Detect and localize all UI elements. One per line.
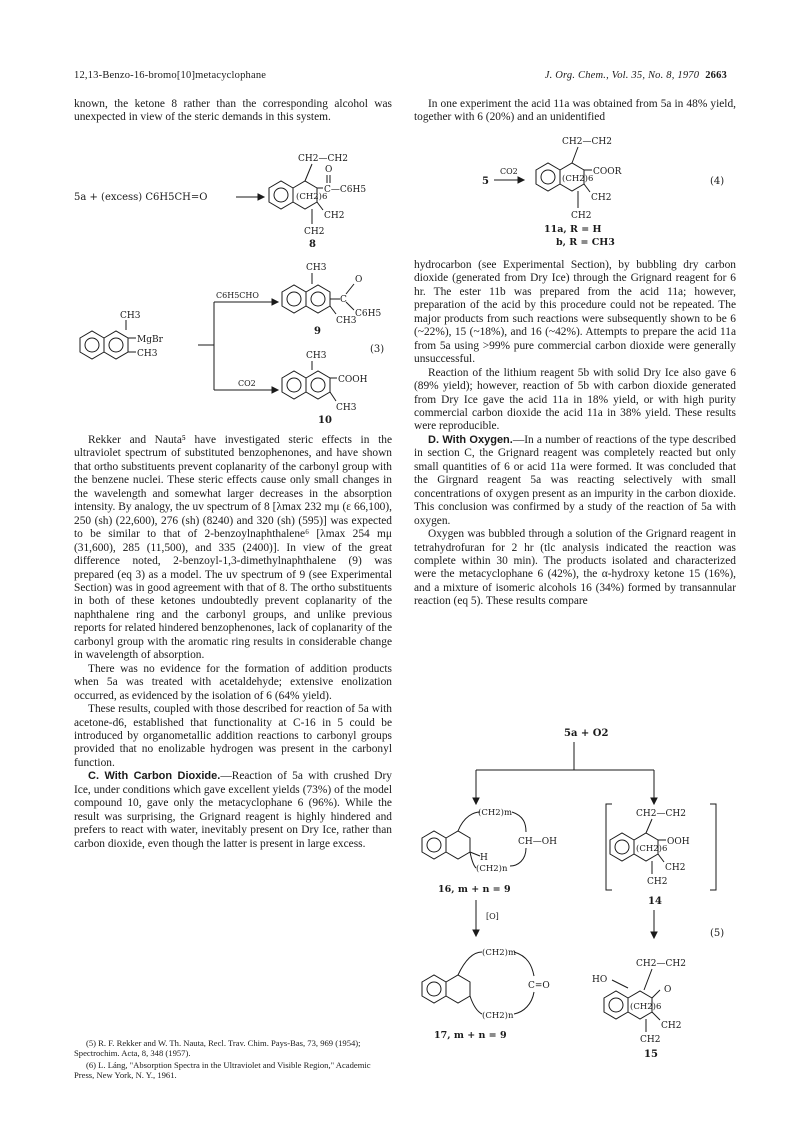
c14-ch2b: CH2 (647, 877, 668, 887)
c14-bracket-left (606, 804, 612, 890)
c15-ring-a (604, 991, 628, 1019)
eq2-ch2ch2: CH2—CH2 (298, 154, 348, 164)
eq5-arrowhead-right (651, 798, 657, 804)
c15-ch2a: CH2 (661, 1021, 682, 1031)
eq2-ring-a (269, 181, 293, 209)
eq2-o: O (325, 165, 333, 175)
c14-ch2ch2: CH2—CH2 (636, 809, 686, 819)
c14-ch2a: CH2 (665, 863, 686, 873)
paragraph: known, the ketone 8 rather than the corresponding alcohol was unexpected in view of the steric demands in this system. (74, 98, 392, 124)
footnote-6: (6) L. Láng, "Absorption Spectra in the Ultraviolet and Visible Region," Academic Press, New York, N. Y., 1961. (74, 1059, 371, 1081)
c16-h: H (480, 853, 488, 863)
eq3-bond (330, 392, 336, 401)
right-column-top (414, 98, 736, 125)
c17-m: (CH2)m (482, 948, 517, 958)
eq4-ch2a: CH2 (591, 193, 612, 203)
p10-number: 10 (318, 415, 332, 426)
c14-bracket-right (710, 804, 716, 890)
c14-ring-a (610, 833, 634, 861)
p10-ring-b (306, 371, 330, 399)
eq2-ch2a: CH2 (324, 211, 345, 221)
eq3-arrowhead-lower (272, 387, 278, 393)
c15-ch2b: CH2 (640, 1035, 661, 1045)
eq3-bond (346, 302, 354, 310)
eq5-oxidant: [O] (486, 912, 499, 921)
eq5-arrowhead-16-17 (473, 930, 479, 936)
eq2-ch2b: CH2 (304, 227, 325, 237)
eq2-arrowhead (258, 194, 264, 200)
eq4-compound-b: b, R = CH3 (556, 237, 615, 248)
c16-choh: CH—OH (518, 837, 557, 847)
c16-bridge-m (458, 812, 480, 831)
p9-o: O (355, 275, 363, 285)
footnote-5: (5) R. F. Rekker and W. Th. Nauta, Recl. Trav. Chim. Pays-Bas, 73, 969 (1954); Spectrochim. Acta, 8, 348 (1957). (74, 1038, 361, 1059)
eq4-reagent: CO2 (500, 167, 518, 176)
c16-n: (CH2)n (476, 864, 508, 874)
eq3-reagent-lower: CO2 (238, 379, 256, 388)
eq4-arrowhead (518, 177, 524, 183)
eq3-ring-a (80, 331, 104, 359)
c17-bridge-m2 (514, 952, 534, 976)
p10-ring-a-circle (287, 378, 301, 392)
c16-m: (CH2)m (478, 808, 513, 818)
eq4-ch2b: CH2 (571, 211, 592, 221)
paragraph: Rekker and Nauta⁵ have investigated steric effects in the ultraviolet spectrum of substituted benzophenones, and have shown that ortho substituents prevent coplanarity of the carbonyl group with the benzene nuclei. These steric effects cause only small changes in the wavelength and somewhat larger decreases in the absorption intensity. By analogy, the uv spectrum of 8 [λmax 232 mμ (ε 66,100), 250 (sh) (22,600), 276 (sh) (8240) and 320 (sh) (595)] was expected to be similar to that of 2-benzoylnaphthalene⁶ [λmax 254 mμ (31,600), 285 (11,500), and 335 (2400)]. In view of the great difference noted, 2-benzoyl-1,3-dimethylnaphthalene (9) was prepared (eq 3) as a model. The uv spectrum of 9 (see Experimental Section) was in good agreement with that of 8. The ortho substituents in both of these ketones undoubtedly prevent coplanarity of the naphthalene ring and the carbonyl groups, and unlike previous reports for related hindered benzophenones, lack of coplanarity of the carbonyl group with the aromatic ring results in considerable change in wavelength of absorption. (74, 434, 392, 662)
eq4-ring-a-circle (541, 170, 555, 184)
c16-ring-a-circle (427, 838, 441, 852)
eq3-ring-b (104, 331, 128, 359)
c16-bridge-n2 (510, 848, 526, 866)
c14-label: 14 (648, 896, 662, 907)
p10-ring-b-circle (311, 378, 325, 392)
c17-n: (CH2)n (482, 1011, 514, 1021)
paragraph: There was no evidence for the formation of addition products when 5a was treated with acetaldehyde; extensive enolization occurred, as evidenced by the isolation of 6 (64% yield). (74, 662, 392, 702)
scheme-eq4 (414, 128, 736, 254)
journal-citation: J. Org. Chem., Vol. 35, No. 8, 1970 (544, 70, 700, 81)
p10-ch3b: CH3 (336, 403, 357, 413)
eq2-bond (305, 164, 312, 181)
eq3-reagent-upper: C6H5CHO (216, 291, 259, 300)
eq3-ch3-top: CH3 (120, 311, 141, 321)
c14-bond (658, 854, 664, 862)
scheme-eq3 (74, 258, 394, 428)
eq2-compound-number: 8 (309, 239, 316, 250)
eq4-ring-label: (CH2)6 (562, 174, 594, 184)
section-heading-d: D. With Oxygen. (428, 433, 513, 446)
right-column-body (414, 259, 736, 609)
paragraph-text: —In a number of reactions of the type described in section C, the Grignard reagent was completely reacted but only small quantities of 6 or acid 11a were formed. It was concluded that the Girgnard reagent 5a was reacting selectively with small concentrations of oxygen present as an impurity in the carbon dioxide. This conclusion was confirmed by a study of the reaction of 5a with oxygen. (414, 433, 736, 527)
c17-ring-b (446, 975, 470, 1003)
left-column-top (74, 98, 392, 125)
eq2-ring-label: (CH2)6 (296, 192, 328, 202)
eq2-c-ph: C—C6H5 (324, 185, 367, 195)
c15-ring-label: (CH2)6 (630, 1002, 662, 1012)
p9-ph: C6H5 (355, 309, 382, 319)
c17-label: 17, m + n = 9 (434, 1030, 507, 1041)
c15-o: O (664, 985, 672, 995)
eq3-arrowhead-upper (272, 299, 278, 305)
eq5-arrowhead-left (473, 798, 479, 804)
paragraph-section-c (74, 770, 392, 851)
paragraph: hydrocarbon (see Experimental Section), by bubbling dry carbon dioxide (generated from Dry Ice) through the Grignard reagent for 6 hr. The ester 11b was prepared from the acid 11a; however, preparation of the acid by this procedure could not be repeated. The major products from such reactions were subsequently shown to be 6 (~22%), 15 (~18%), and 16 (~42%). Attempts to prepare the acid 11a from 5a using >99% pure commercial carbon dioxide were generally unsuccessful. (414, 259, 736, 366)
c17-bridge-n (470, 996, 482, 1014)
eq2-reactant: 5a + (excess) C6H5CH=O (74, 192, 208, 203)
p9-ring-a-circle (287, 292, 301, 306)
c15-ho: HO (592, 975, 608, 985)
p9-number: 9 (314, 326, 321, 337)
c17-ring-a (422, 975, 446, 1003)
eq5-arrowhead-14-15 (651, 932, 657, 938)
eq3-number: (3) (370, 344, 385, 355)
p9-ring-a (282, 285, 306, 313)
scheme-eq2 (74, 146, 394, 256)
p10-ch3: CH3 (306, 351, 327, 361)
c15-ch2ch2: CH2—CH2 (636, 959, 686, 969)
eq4-coor: COOR (593, 167, 622, 177)
eq4-compound-a: 11a, R = H (544, 224, 602, 235)
eq3-bond (330, 306, 336, 314)
c14-ring-a-circle (615, 840, 629, 854)
eq5-number: (5) (710, 928, 725, 939)
eq3-ch3-bottom: CH3 (137, 349, 158, 359)
c17-bridge-m (458, 952, 482, 975)
paragraph: Reaction of the lithium reagent 5b with solid Dry Ice also gave 6 (89% yield); however, reaction of 5b with carbon dioxide generated from Dry Ice gave the acid 11a in 18% yield, or with high purity commercial carbon dioxide the acid 11a in 38% yield. These results were reproducible. (414, 366, 736, 433)
p10-cooh: COOH (338, 375, 368, 385)
eq3-mgbr: MgBr (137, 335, 163, 345)
left-column-body (74, 434, 392, 851)
paragraph-section-d (414, 434, 736, 528)
eq2-ring-a-circle (274, 188, 288, 202)
c15-label: 15 (644, 1049, 658, 1060)
footnotes (74, 1038, 392, 1082)
p9-ring-b-circle (311, 292, 325, 306)
eq5-start: 5a + O2 (564, 728, 609, 739)
c16-label: 16, m + n = 9 (438, 884, 511, 895)
running-header-title: 12,13-Benzo-16-bromo[10]metacyclophane (74, 70, 267, 81)
c16-ring-a (422, 831, 446, 859)
running-header-journal (545, 70, 727, 81)
paragraph-text: —Reaction of 5a with crushed Dry Ice, under conditions which gave excellent yields (73%) of the model compound 10, gave only the metacyclophane 6 (96%). While the result was surprising, the Grignard reagent is highly hindered and prefers to react with water, inevitably present on Dry Ice, rather than carbon dioxide, even though the latter is present in large excess. (74, 770, 392, 850)
eq4-bond (572, 147, 578, 163)
scheme-eq5 (414, 720, 736, 1060)
p9-c: C (340, 295, 347, 305)
eq4-number: (4) (710, 176, 725, 187)
p9-ring-b (306, 285, 330, 313)
c15-bond (644, 969, 652, 990)
c17-bridge-n2 (514, 992, 534, 1014)
c14-ring-label: (CH2)6 (636, 844, 668, 854)
c15-bond (652, 990, 660, 998)
section-heading-c: C. With Carbon Dioxide. (88, 770, 221, 783)
c16-bridge-m2 (512, 812, 526, 832)
eq2-bond (317, 202, 323, 210)
eq4-ch2ch2: CH2—CH2 (562, 137, 612, 147)
c16-ring-b (446, 831, 470, 859)
eq4-bond (584, 184, 590, 192)
p9-ch3: CH3 (306, 263, 327, 273)
c14-bond (646, 819, 652, 833)
eq4-reactant: 5 (482, 176, 489, 187)
c17-ring-a-circle (427, 982, 441, 996)
eq3-ring-b-circle (109, 338, 123, 352)
c16-bond (470, 852, 480, 856)
c17-co: C=O (528, 981, 550, 991)
eq4-ring-a (536, 163, 560, 191)
p9-ch3b: CH3 (336, 316, 357, 326)
c15-bond (652, 1012, 660, 1020)
paragraph: Oxygen was bubbled through a solution of the Grignard reagent in tetrahydrofuran for 2 hr (tlc analysis indicated the reaction was complete within 30 min). The products isolated and characterized were the metacyclophane 6 (42%), the α-hydroxy ketone 15 (16%), and a mixture of isomeric alcohols 16 (34%) formed by transannular reaction (eq 5). These results compare (414, 528, 736, 608)
paragraph: These results, coupled with those described for reaction of 5a with acetone-d6, established that functionality at C-16 in 5 could be introduced by organometallic addition reactions to carbonyl groups provided that no enolizable hydrogen was present in the carbonyl function. (74, 703, 392, 769)
c15-bond (612, 980, 628, 988)
page-number: 2663 (705, 70, 727, 81)
paragraph: In one experiment the acid 11a was obtained from 5a in 48% yield, together with 6 (20%) and an unidentified (414, 98, 736, 124)
c15-ring-a-circle (609, 998, 623, 1012)
eq3-bond (346, 284, 354, 294)
p10-ring-a (282, 371, 306, 399)
c14-ooh: OOH (667, 837, 690, 847)
eq3-ring-a-circle (85, 338, 99, 352)
